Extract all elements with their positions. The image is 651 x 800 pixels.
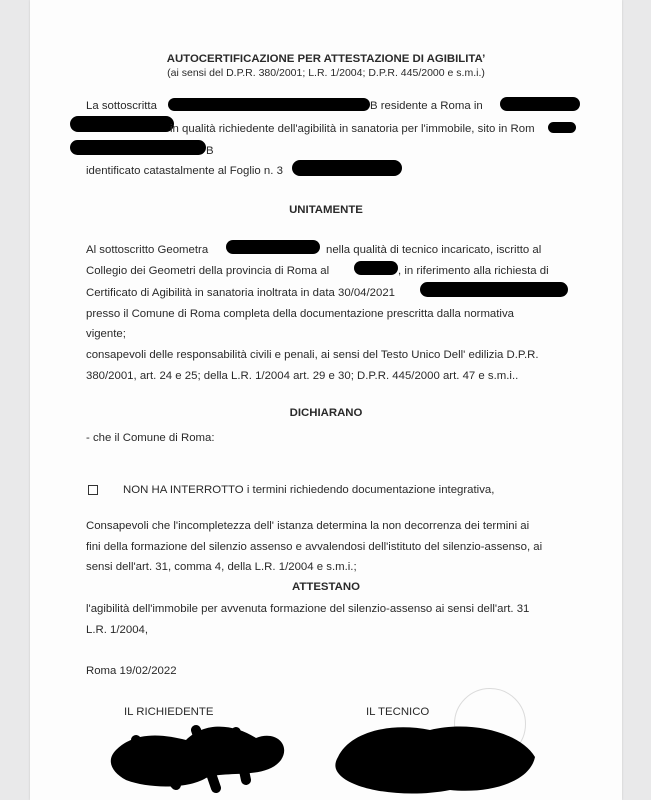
redaction-address-4: [70, 140, 206, 155]
place-date: Roma 19/02/2022: [86, 665, 177, 677]
document-title: AUTOCERTIFICAZIONE PER ATTESTAZIONE DI AGIBILITA’: [166, 53, 486, 65]
attestano-line1: l'agibilità dell'immobile per avvenuta formazione del silenzio-assenso ai sensi dell'art. 31: [86, 603, 530, 615]
attestano-heading: ATTESTANO: [292, 581, 360, 593]
tech-line7: 380/2001, art. 24 e 25; della L.R. 1/2004 art. 29 e 30; D.P.R. 445/2000 art. 47 e s.m.i..: [86, 370, 519, 382]
consapevoli-line1: Consapevoli che l'incompletezza dell' istanza determina la non decorrenza dei termini ai: [86, 520, 530, 532]
redaction-cadastral: [292, 160, 402, 176]
tech-line1-end: nella qualità di tecnico incaricato, iscritto al: [326, 244, 542, 256]
tech-line6: consapevoli delle responsabilità civili e penali, ai sensi del Testo Unico Dell' edilizia D.P.R.: [86, 349, 539, 361]
unitamente-heading: UNITAMENTE: [289, 204, 363, 216]
redacted-signature-technician: [330, 712, 540, 800]
tech-line4: presso il Comune di Roma completa della documentazione prescritta dalla normativa: [86, 308, 514, 320]
checkbox-item-bold: NON HA INTERROTTO: [123, 484, 244, 496]
checkbox: [88, 485, 98, 495]
redaction-address-3: [548, 122, 576, 133]
redaction-address-2: [70, 116, 174, 132]
tech-line1-start: Al sottoscritto Geometra: [86, 244, 209, 256]
intro-line4: identificato catastalmente al Foglio n. 3: [86, 165, 283, 177]
attestano-line2: L.R. 1/2004,: [86, 624, 149, 636]
consapevoli-line2: fini della formazione del silenzio assenso e avvalendosi dell'istituto del silenzio-assenso, ai: [86, 541, 543, 553]
tech-line2-start: Collegio dei Geometri della provincia di Roma al: [86, 265, 330, 277]
tech-line3: Certificato di Agibilità in sanatoria inoltrata in data 30/04/2021: [86, 287, 396, 299]
checkbox-item-rest: i termini richiedendo documentazione integrativa,: [243, 484, 495, 496]
checkbox-item-text: [123, 483, 494, 497]
intro-line1-end: B residente a Roma in: [370, 100, 483, 112]
redaction-registration: [354, 261, 398, 275]
redaction-geometra-name: [226, 240, 320, 254]
dichiarano-line: - che il Comune di Roma:: [86, 432, 215, 444]
intro-line2: in qualità richiedente dell'agibilità in sanatoria per l'immobile, sito in Rom: [170, 123, 535, 135]
document-subtitle: (ai sensi del D.P.R. 380/2001; L.R. 1/2004; D.P.R. 445/2000 e s.m.i.): [167, 67, 485, 79]
intro-line3: B: [206, 145, 214, 157]
tech-line2-end: , in riferimento alla richiesta di: [398, 265, 549, 277]
dichiarano-heading: DICHIARANO: [289, 407, 363, 419]
redaction-protocol: [420, 282, 568, 297]
redaction-name-applicant: [168, 98, 370, 111]
document-page: [30, 0, 622, 800]
tech-line5: vigente;: [86, 328, 126, 340]
consapevoli-line3: sensi dell'art. 31, comma 4, della L.R. 1/2004 e s.m.i.;: [86, 561, 357, 573]
signature-label-applicant: IL RICHIEDENTE: [124, 706, 214, 718]
redaction-address-1: [500, 97, 580, 111]
redacted-signature-applicant: [106, 710, 296, 800]
intro-line1-start: La sottoscritta: [86, 100, 157, 112]
signature-label-technician: IL TECNICO: [366, 706, 430, 718]
